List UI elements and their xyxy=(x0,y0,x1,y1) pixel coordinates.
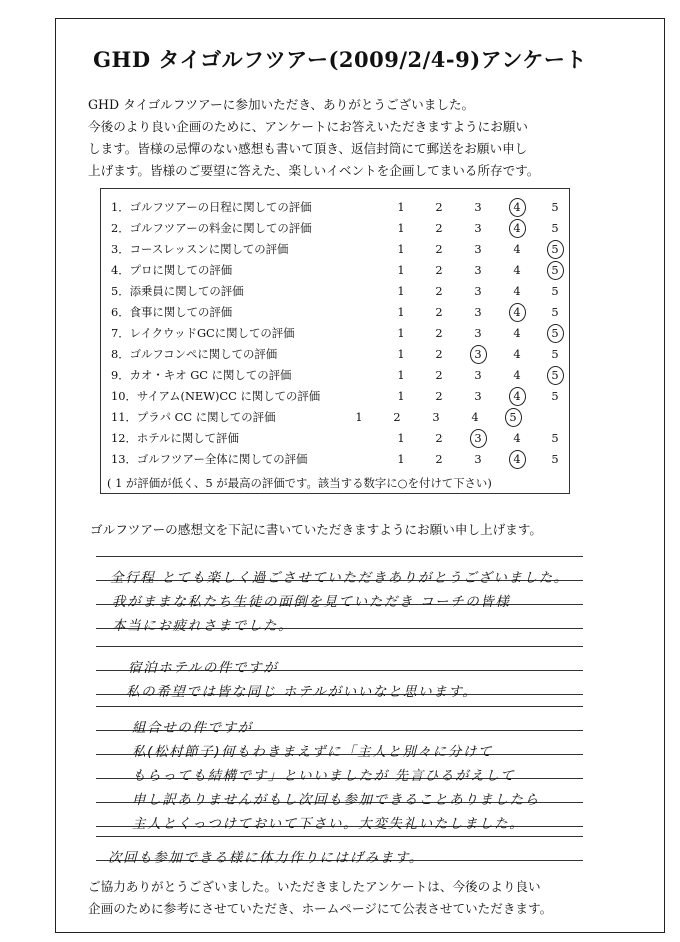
rating-option[interactable]: 1 xyxy=(397,452,405,466)
rating-option[interactable]: 3 xyxy=(474,263,482,277)
rating-option[interactable]: 3 xyxy=(474,389,482,403)
rating-option[interactable]: 2 xyxy=(435,263,443,277)
writing-rule xyxy=(96,836,583,837)
intro-text xyxy=(88,94,608,182)
closing-line: ご協力ありがとうございました。いただきましたアンケートは、今後のより良い xyxy=(88,879,541,894)
rating-option[interactable]: 5 xyxy=(545,260,565,280)
rating-option[interactable]: 2 xyxy=(435,305,443,319)
rating-option[interactable]: 3 xyxy=(474,368,482,382)
rating-option[interactable]: 2 xyxy=(435,221,443,235)
rating-row xyxy=(111,323,571,343)
rating-option[interactable]: 4 xyxy=(513,431,521,445)
rating-row xyxy=(111,344,571,364)
rating-row xyxy=(111,302,571,322)
rating-option[interactable]: 4 xyxy=(471,410,479,424)
rating-option[interactable]: 5 xyxy=(551,284,559,298)
rating-option[interactable]: 1 xyxy=(397,263,405,277)
rating-table xyxy=(100,188,570,494)
rating-option[interactable]: 5 xyxy=(545,239,565,259)
page-title: GHD タイゴルフツアー(2009/2/4-9)アンケート xyxy=(93,47,587,72)
rating-option[interactable]: 5 xyxy=(551,452,559,466)
comment-line: 次回も参加できる様に体力作りにはげみます。 xyxy=(108,850,425,866)
rating-option[interactable]: 1 xyxy=(397,347,405,361)
rating-option[interactable]: 4 xyxy=(513,242,521,256)
rating-option[interactable]: 5 xyxy=(545,365,565,385)
rating-option[interactable]: 4 xyxy=(507,449,527,469)
rating-row xyxy=(111,218,571,238)
rating-option[interactable]: 3 xyxy=(474,305,482,319)
rating-option[interactable]: 2 xyxy=(393,410,401,424)
rating-option[interactable]: 2 xyxy=(435,431,443,445)
intro-line: 今後のより良い企画のために、アンケートにお答えいただきますようにお願い xyxy=(88,119,529,134)
closing-line: 企画のために参考にさせていただき、ホームページにて公表させていただきます。 xyxy=(88,901,553,916)
rating-option[interactable]: 1 xyxy=(397,326,405,340)
comment-line: 私の希望では皆な同じ ホテルがいいなと思います。 xyxy=(126,684,478,700)
comment-line: 申し訳ありませんがもし次回も参加できることありましたら xyxy=(132,792,540,808)
rating-row xyxy=(111,449,571,469)
rating-label: 3．コースレッスンに関しての評価 xyxy=(111,242,289,256)
rating-label: 6．食事に関しての評価 xyxy=(111,305,233,319)
rating-row xyxy=(111,428,571,448)
rating-label: 4．プロに関しての評価 xyxy=(111,263,233,277)
writing-rule xyxy=(96,556,583,557)
rating-option[interactable]: 3 xyxy=(468,344,488,364)
rating-option[interactable]: 4 xyxy=(513,347,521,361)
rating-label: 9．カオ・キオ GC に関しての評価 xyxy=(111,368,292,382)
rating-option[interactable]: 2 xyxy=(435,242,443,256)
comment-prompt: ゴルフツアーの感想文を下記に書いていただきますようにお願い申し上げます。 xyxy=(90,522,542,537)
intro-line: GHD タイゴルフツアーに参加いただき、ありがとうございました。 xyxy=(88,97,475,112)
comment-line: 本当にお疲れさまでした。 xyxy=(112,618,294,634)
rating-label: 11．プラパ CC に関しての評価 xyxy=(111,410,276,424)
rating-option[interactable]: 2 xyxy=(435,347,443,361)
rating-option[interactable]: 4 xyxy=(513,326,521,340)
rating-label: 7．レイクウッドGCに関しての評価 xyxy=(111,326,295,340)
closing-text xyxy=(88,876,552,920)
rating-option[interactable]: 3 xyxy=(474,242,482,256)
rating-option[interactable]: 5 xyxy=(551,431,559,445)
comment-line: 我がままな私たち生徒の面倒を見ていただき コーチの皆様 xyxy=(112,594,511,610)
rating-option[interactable]: 4 xyxy=(507,197,527,217)
rating-option[interactable]: 5 xyxy=(503,407,523,427)
rating-option[interactable]: 1 xyxy=(397,389,405,403)
rating-option[interactable]: 5 xyxy=(551,347,559,361)
rating-option[interactable]: 4 xyxy=(513,263,521,277)
rating-option[interactable]: 3 xyxy=(474,200,482,214)
rating-row xyxy=(111,239,571,259)
comment-line: 私(松村節子)何もわきまえずに「主人と別々に分けて xyxy=(132,744,494,760)
rating-label: 10．サイアム(NEW)CC に関しての評価 xyxy=(111,389,321,403)
rating-option[interactable]: 3 xyxy=(474,452,482,466)
rating-option[interactable]: 1 xyxy=(397,200,405,214)
rating-option[interactable]: 4 xyxy=(513,284,521,298)
rating-label: 12．ホテルに関して評価 xyxy=(111,431,239,445)
rating-option[interactable]: 5 xyxy=(551,200,559,214)
rating-label: 5．添乗員に関しての評価 xyxy=(111,284,244,298)
rating-option[interactable]: 1 xyxy=(397,221,405,235)
rating-label: 1．ゴルフツアーの日程に関しての評価 xyxy=(111,200,312,214)
rating-row xyxy=(111,365,571,385)
rating-option[interactable]: 3 xyxy=(474,326,482,340)
rating-option[interactable]: 4 xyxy=(507,218,527,238)
writing-rule xyxy=(96,646,583,647)
rating-option[interactable]: 4 xyxy=(507,302,527,322)
rating-option[interactable]: 5 xyxy=(551,389,559,403)
rating-option[interactable]: 3 xyxy=(432,410,440,424)
rating-option[interactable]: 1 xyxy=(397,284,405,298)
rating-option[interactable]: 4 xyxy=(513,368,521,382)
rating-option[interactable]: 2 xyxy=(435,452,443,466)
rating-row xyxy=(111,197,571,217)
writing-rule xyxy=(96,706,583,707)
rating-option[interactable]: 2 xyxy=(435,200,443,214)
rating-option[interactable]: 1 xyxy=(397,242,405,256)
comment-line: もらっても結構です」といいましたが 先言ひるがえして xyxy=(132,768,516,784)
rating-label: 2．ゴルフツアーの料金に関しての評価 xyxy=(111,221,312,235)
rating-option[interactable]: 5 xyxy=(551,305,559,319)
rating-row xyxy=(111,386,571,406)
rating-option[interactable]: 4 xyxy=(507,386,527,406)
rating-option[interactable]: 5 xyxy=(551,221,559,235)
rating-option[interactable]: 2 xyxy=(435,326,443,340)
rating-option[interactable]: 3 xyxy=(474,221,482,235)
rating-option[interactable]: 5 xyxy=(545,323,565,343)
rating-label: 13．ゴルフツアー全体に関しての評価 xyxy=(111,452,308,466)
rating-option[interactable]: 2 xyxy=(435,389,443,403)
rating-note: ( 1 が評価が低く、5 が最高の評価です。該当する数字に○を付けて下さい) xyxy=(107,476,492,490)
rating-option[interactable]: 2 xyxy=(435,368,443,382)
rating-option[interactable]: 1 xyxy=(397,305,405,319)
rating-option[interactable]: 1 xyxy=(397,431,405,445)
rating-option[interactable]: 3 xyxy=(468,428,488,448)
rating-row xyxy=(111,260,571,280)
rating-row xyxy=(111,281,571,301)
intro-line: 上げます。皆様のご要望に答えた、楽しいイベントを企画してまいる所存です。 xyxy=(88,163,540,178)
comment-line: 宿泊ホテルの件ですが xyxy=(128,660,279,676)
comment-line: 主人とくっつけておいて下さい。大変失礼いたしました。 xyxy=(132,816,525,832)
rating-option[interactable]: 1 xyxy=(355,410,363,424)
intro-line: します。皆様の忌憚のない感想も書いて頂き、返信封筒にて郵送をお願い申し xyxy=(88,141,528,156)
rating-label: 8．ゴルフコンペに関しての評価 xyxy=(111,347,278,361)
rating-option[interactable]: 1 xyxy=(397,368,405,382)
comment-line: 全行程 とても楽しく過ごさせていただきありがとうございました。 xyxy=(110,570,569,586)
rating-option[interactable]: 3 xyxy=(474,284,482,298)
comment-line: 組合せの件ですが xyxy=(132,720,253,736)
rating-option[interactable]: 2 xyxy=(435,284,443,298)
rating-row xyxy=(111,407,571,427)
